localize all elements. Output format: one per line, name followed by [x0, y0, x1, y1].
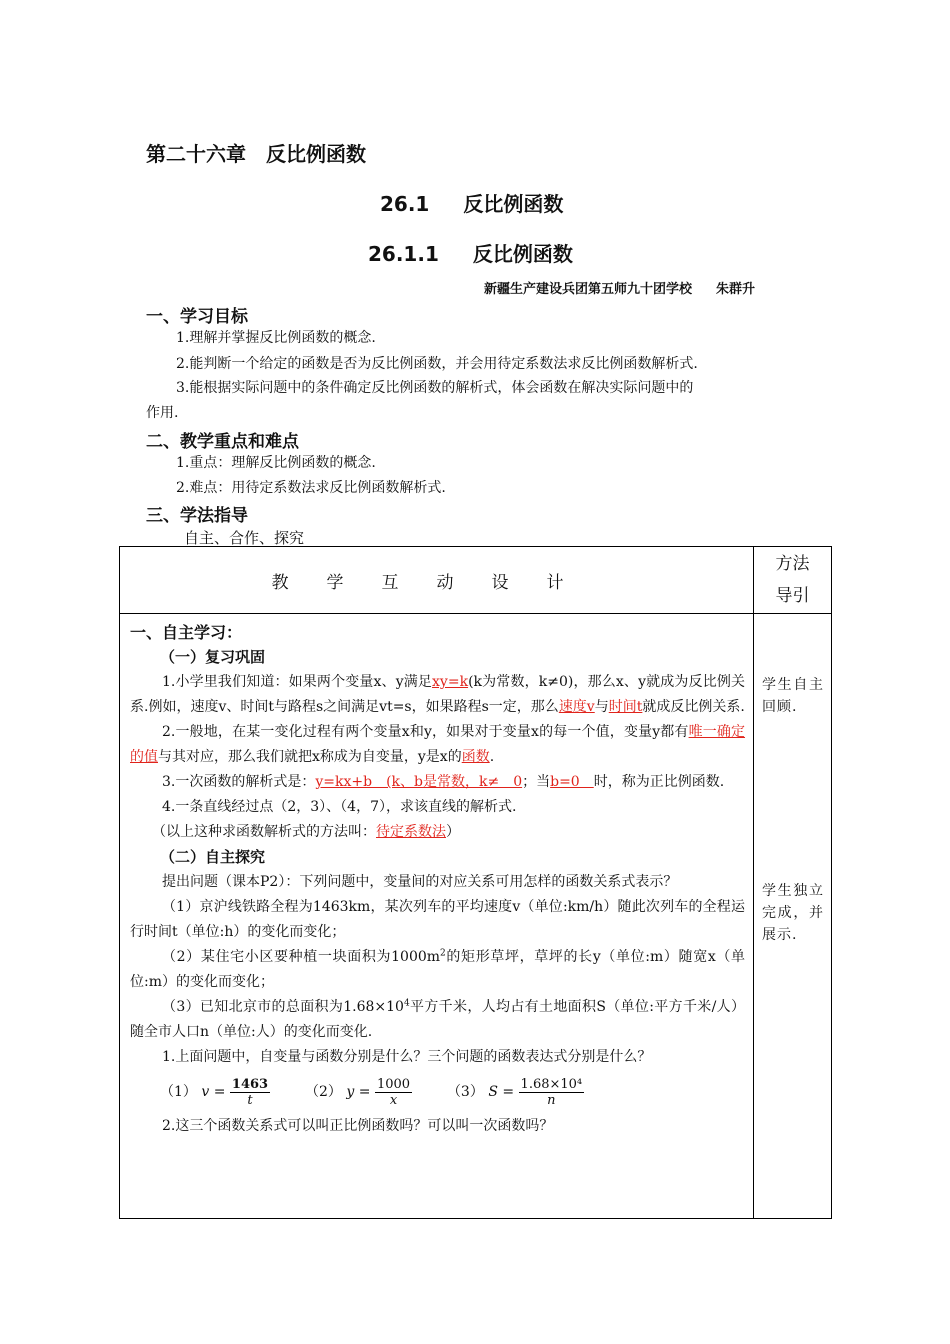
- goal-item: 1.理解并掌握反比例函数的概念.: [176, 330, 376, 346]
- part1-heading: 一、自主学习：: [130, 623, 243, 642]
- keypoint-item: 1.重点：理解反比例函数的概念.: [176, 455, 376, 471]
- section-number: 26.1: [380, 192, 430, 216]
- answer-blank: 速度v: [558, 699, 595, 715]
- formula-3-lhs: S =: [488, 1084, 515, 1100]
- section-title: [380, 188, 563, 217]
- header-side-line2: 导引: [775, 586, 810, 606]
- table-header-main: 教学互动设计: [120, 547, 754, 614]
- subsection-name: 反比例函数: [472, 242, 573, 266]
- goals-heading: 一、学习目标: [146, 307, 248, 327]
- sub2-heading: （二）自主探究: [160, 848, 266, 866]
- answer-blank: 函数: [461, 749, 490, 765]
- question-1: 1.小学里我们知道：如果两个变量x、y满足xy=k(k为常数，k≠0)，那么x、y就成为反比例关系.例如，速度v、时间t与路程s之间满足vt=s，如果路程s一定，那么速度v与时间t就成反比例关系.: [130, 674, 745, 715]
- goal-item: 2.能判断一个给定的函数是否为反比例函数，并会用待定系数法求反比例函数解析式.: [176, 356, 698, 372]
- subsection-number: 26.1.1: [368, 242, 439, 266]
- question-3: 3.一次函数的解析式是：y=kx+b (k、b是常数，k≠ 0；当b=0 时，称为正比例函数.: [162, 774, 725, 790]
- method-heading: 三、学法指导: [146, 506, 248, 526]
- question-6: 2.这三个函数关系式可以叫正比例函数吗？可以叫一次函数吗？: [162, 1118, 554, 1134]
- problem-1: （1）京沪线铁路全程为1463km，某次列车的平均速度v（单位:km/h）随此次列车的全程运行时间t（单位:h）的变化而变化；: [130, 899, 745, 940]
- author-line: [484, 278, 755, 297]
- answer-blank: 待定系数法: [376, 824, 446, 840]
- chapter-title: 第二十六章 反比例函数: [146, 142, 366, 166]
- side-note-1: 学生自主回顾.: [762, 677, 824, 715]
- subsection-title: [368, 238, 573, 267]
- formula-1-fraction: $\frac{1463}{t}$: [231, 1076, 269, 1108]
- answer-blank: 唯一确定的值: [130, 724, 746, 765]
- answer-blank: 时间t: [608, 699, 643, 715]
- formula-2-fraction: $\frac{1000}{x}$: [376, 1076, 411, 1108]
- table-side-cell: [754, 614, 832, 1219]
- intro-paragraph: 提出问题（课本P2）：下列问题中，变量间的对应关系可用怎样的函数关系式表示？: [162, 874, 678, 890]
- problem-2: （2）某住宅小区要种植一块面积为$1000m^2$的矩形草坪，草坪的长y（单位:m）随宽x（单位:m）的变化而变化；: [130, 948, 746, 990]
- table-header-side: [754, 547, 832, 614]
- answer-blank: b=0: [550, 774, 594, 790]
- answer-blank: xy=k: [432, 674, 469, 690]
- formula-row: （1） v = $\frac{1463}{t}$ （2） y = $\frac{1000}{x}$ （3） S = $\frac{\text{1.68×10⁴}}{n}$: [160, 1076, 583, 1108]
- author-name: 朱群升: [716, 282, 756, 297]
- side-note-2: 学生独立完成，并展示.: [762, 883, 824, 943]
- goal-item: 作用.: [146, 405, 179, 421]
- header-side-line1: 方法: [775, 554, 810, 574]
- design-table: [119, 546, 832, 1219]
- author-school: 新疆生产建设兵团第五师九十团学校: [484, 282, 693, 297]
- keypoint-item: 2.难点：用待定系数法求反比例函数解析式.: [176, 480, 446, 496]
- formula-1-lhs: v =: [201, 1084, 226, 1100]
- problem-3: （3）已知北京市的总面积为$1.68\times 10^4$平方千米，人均占有土地面积S（单位:平方千米/人）随全市人口n（单位:人）的变化而变化.: [130, 998, 745, 1040]
- question-2: 2.一般地，在某一变化过程有两个变量x和y，如果对于变量x的每一个值，变量y都有唯一确定的值与其对应，那么我们就把x称成为自变量，y是x的函数.: [130, 724, 746, 765]
- answer-blank: y=kx+b (k、b是常数，k≠ 0: [315, 774, 523, 790]
- method-text: 自主、合作、探究: [184, 529, 305, 547]
- question-4: 4.一条直线经过点（2，3）、（4，7），求该直线的解析式.: [162, 799, 517, 815]
- formula-3-fraction: $\frac{\text{1.68×10⁴}}{n}$: [520, 1076, 583, 1108]
- question-5: 1.上面问题中，自变量与函数分别是什么？三个问题的函数表达式分别是什么？: [162, 1049, 652, 1065]
- keypoints-heading: 二、教学重点和难点: [146, 432, 299, 452]
- question-4-note: （以上这种求函数解析式的方法叫：待定系数法）: [152, 824, 460, 840]
- section-name: 反比例函数: [463, 192, 564, 216]
- sub1-heading: （一）复习巩固: [160, 648, 266, 666]
- formula-2-lhs: y =: [346, 1084, 371, 1100]
- goal-item: 3.能根据实际问题中的条件确定反比例函数的解析式，体会函数在解决实际问题中的: [176, 380, 694, 396]
- table-body-cell: [120, 614, 754, 1219]
